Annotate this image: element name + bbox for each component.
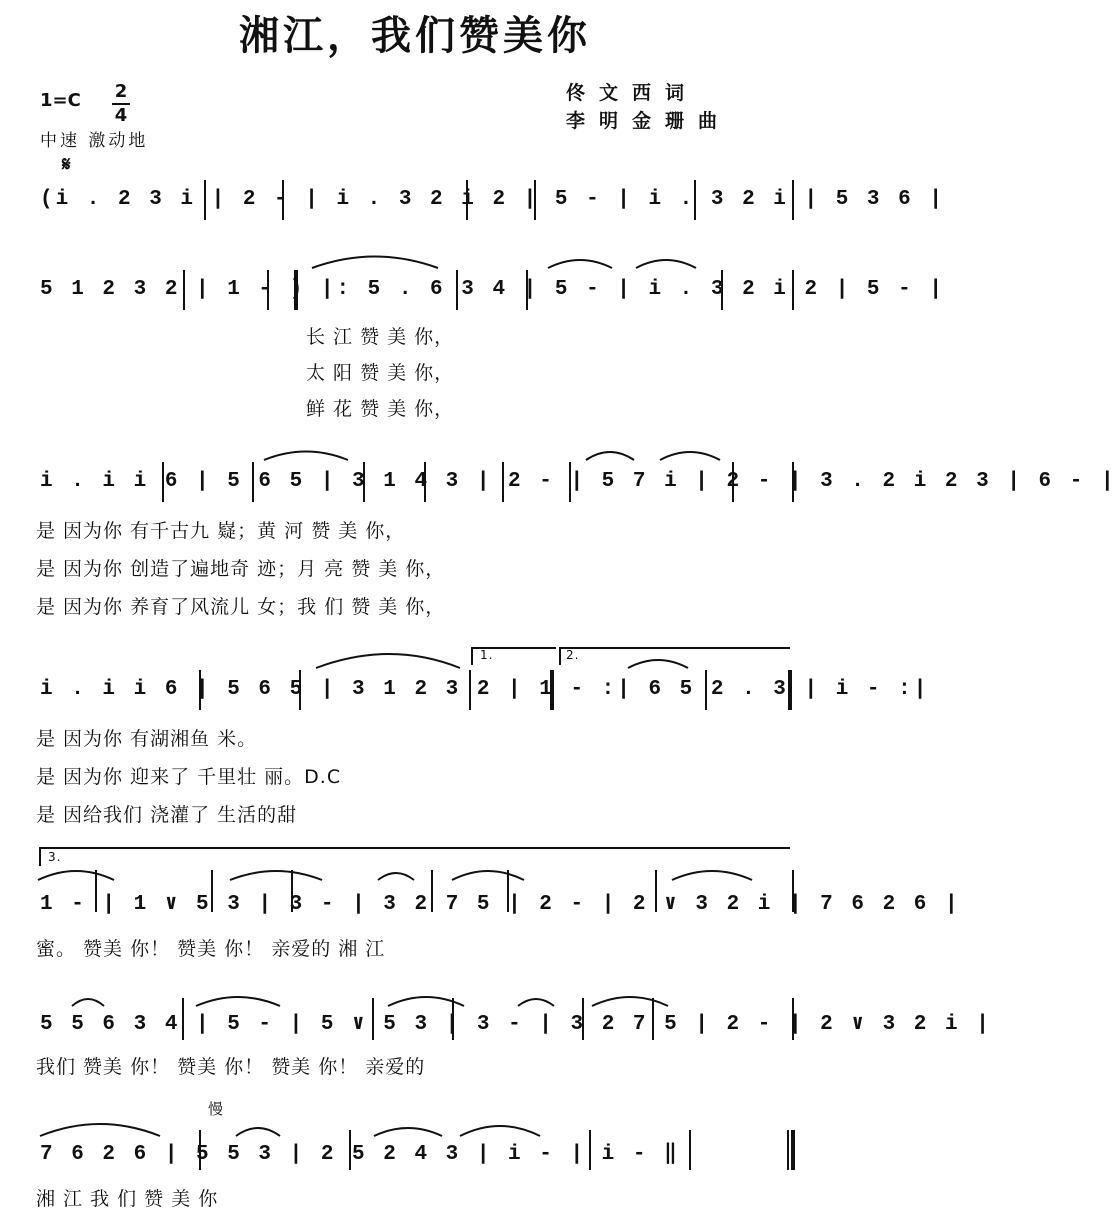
volta-3-label: 3. [48,850,62,864]
notation-line-6: 5 5 6 3 4 | 5 - | 5 ∨ 5 3 | 3 - | 3 2 7 5 | 2 - | 2 ∨ 3 2 i | [40,1013,992,1036]
notation-line-4: i . i i 6 | 5 6 5 | 3 1 2 3 2 | 1 - :| 6 5 2 . 3 | i - :| [40,678,930,701]
time-signature-bottom: 4 [114,105,128,126]
tempo-slow-mark: 慢 [208,1100,224,1118]
notation-line-3: i . i i 6 | 5 6 5 | 3 1 4 3 | 2 - | 5 7 i | 2 - | 3 . 2 i 2 3 | 6 - | [40,470,1117,493]
lyric-line: 是 因为你 创造了遍地奇 迹；月 亮 赞 美 你， [36,558,446,580]
lyric-line: 是 因为你 迎来了 千里壮 丽。D.C [36,766,342,788]
tempo-marking: 中速 激动地 [40,131,149,151]
lyric-line: 是 因为你 养育了风流儿 女；我 们 赞 美 你， [36,596,446,618]
lyric-line: 蜜。 赞美 你！ 赞美 你！ 亲爱的 湘 江 [36,938,386,960]
notation-line-1: (i . 2 3 i | 2 - | i . 3 2 i 2 | 5 - | i . 3 2 i | 5 3 6 | [40,188,945,211]
lyric-line: 湘 江 我 们 赞 美 你 [36,1188,219,1210]
key-signature: 1=C [40,90,81,111]
lyric-line: 是 因为你 有湖湘鱼 米。 [36,728,258,750]
time-signature-top: 2 [114,81,128,102]
lyric-line: 鲜 花 赞 美 你， [306,398,455,420]
lyric-line: 我们 赞美 你！ 赞美 你！ 赞美 你！ 亲爱的 [36,1056,426,1078]
song-title: 湘江，我们赞美你 [239,13,591,59]
lyric-line: 太 阳 赞 美 你， [306,362,455,384]
notation-line-7: 7 6 2 6 | 5 5 3 | 2 5 2 4 3 | i - | i - ‖ [40,1143,680,1166]
lyric-line: 长 江 赞 美 你， [306,326,455,348]
lyric-line: 是 因为你 有千古九 嶷；黄 河 赞 美 你， [36,520,406,542]
notation-line-2: 5 1 2 3 2 | 1 - ) |: 5 . 6 3 4 | 5 - | i . 3 2 i 2 | 5 - | [40,278,945,301]
lyric-line: 是 因给我们 浇灌了 生活的甜 [36,804,298,826]
lyricist-credit: 佟文西词 [566,82,699,104]
segno-icon: 𝄋 [62,152,71,176]
volta-2-label: 2. [566,648,580,662]
composer-credit: 李明金珊曲 [566,110,732,132]
notation-line-5: 1 - | 1 ∨ 5 3 | 3 - | 3 2 7 5 | 2 - | 2 ∨ 3 2 i | 7 6 2 6 | [40,893,961,916]
volta-1-label: 1. [480,648,494,662]
